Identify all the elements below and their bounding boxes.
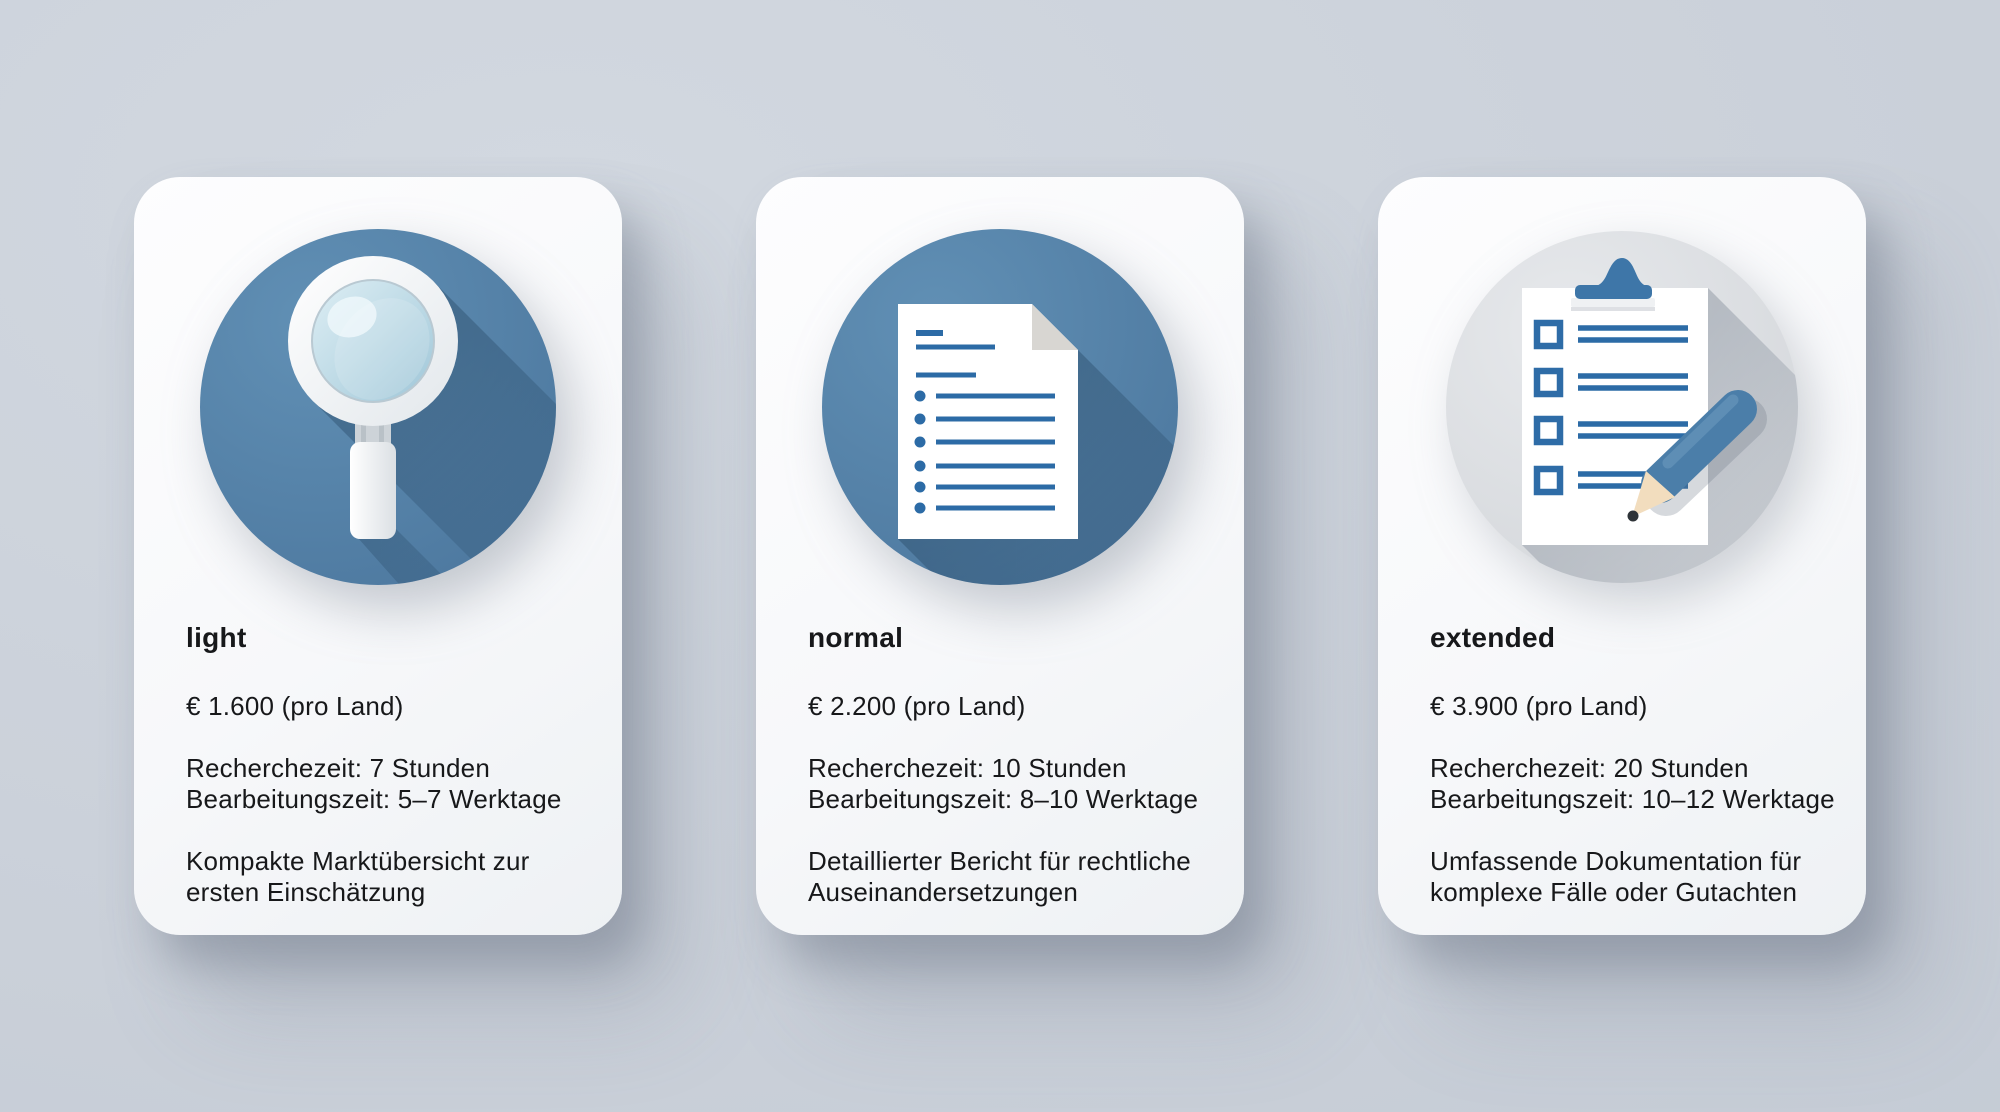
plan-description-line2: Auseinandersetzungen [808,877,1078,907]
plan-title: normal [808,622,904,653]
plan-price: € 1.600 (pro Land) [186,691,404,721]
plan-times [808,753,1218,815]
plan-processing-time: Bearbeitungszeit: 8–10 Werktage [808,784,1199,814]
plan-research-time: Recherchezeit: 10 Stunden [808,753,1127,783]
plan-processing-time: Bearbeitungszeit: 10–12 Werktage [1430,784,1835,814]
plan-description-line1: Kompakte Marktübersicht zur [186,846,530,876]
clipboard-checklist-icon [1444,229,1800,585]
plan-research-time: Recherchezeit: 7 Stunden [186,753,490,783]
plan-times [186,753,596,815]
pricing-card-light [134,177,622,935]
plan-description [808,846,1218,908]
plan-description-line1: Umfassende Dokumentation für [1430,846,1802,876]
magnifier-icon [200,229,556,585]
cards-row [0,177,2000,935]
plan-price: € 2.200 (pro Land) [808,691,1026,721]
plan-title: extended [1430,622,1556,653]
document-icon [822,229,1178,585]
plan-description [1430,846,1840,908]
plan-description-line2: ersten Einschätzung [186,877,426,907]
plan-description [186,846,596,908]
plan-description-line1: Detaillierter Bericht für rechtliche [808,846,1191,876]
pricing-card-extended [1378,177,1866,935]
pricing-card-normal [756,177,1244,935]
plan-price: € 3.900 (pro Land) [1430,691,1648,721]
plan-research-time: Recherchezeit: 20 Stunden [1430,753,1749,783]
plan-processing-time: Bearbeitungszeit: 5–7 Werktage [186,784,562,814]
plan-times [1430,753,1840,815]
plan-description-line2: komplexe Fälle oder Gutachten [1430,877,1798,907]
plan-title: light [186,622,247,653]
